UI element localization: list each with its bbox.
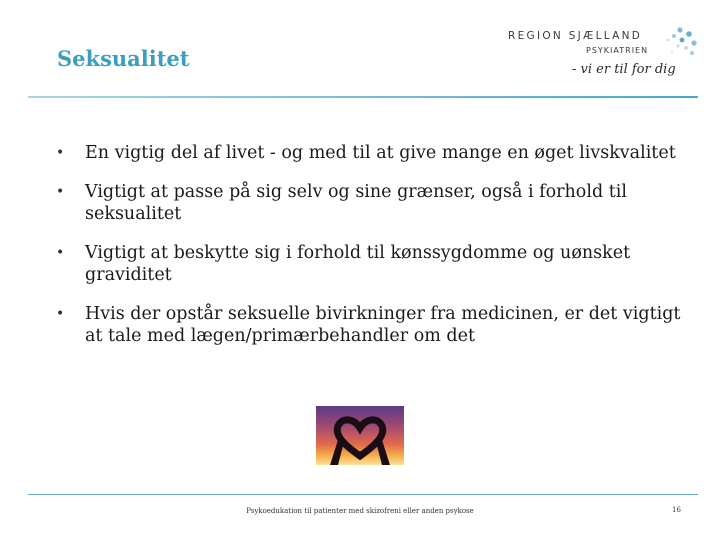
bullet-text: Hvis der opstår seksuelle bivirkninger fra medicinen, er det vigtigt at tale med lægen/primærbehandler om det <box>85 304 681 346</box>
footer-divider <box>28 494 698 495</box>
bullet-item <box>52 181 682 225</box>
bullet-marker: • <box>56 145 65 161</box>
logo-main-text: REGION SJÆLLAND <box>508 30 643 42</box>
title-divider <box>28 96 698 98</box>
bullet-marker: • <box>56 245 65 261</box>
bullet-item <box>52 303 682 347</box>
footer-text: Psykoedukation til patienter med skizofreni eller anden psykose <box>246 507 474 515</box>
heart-hands-image <box>316 406 404 465</box>
logo-sub-text: PSYKIATRIEN <box>586 46 649 55</box>
bullet-text: Vigtigt at beskytte sig i forhold til kønssygdomme og uønsket graviditet <box>85 243 631 285</box>
bullet-text: Vigtigt at passe på sig selv og sine grænser, også i forhold til seksualitet <box>85 182 627 224</box>
slide-title: Seksualitet <box>57 46 190 71</box>
logo-tagline: - vi er til for dig <box>572 62 676 77</box>
bullet-text: En vigtig del af livet - og med til at give mange en øget livskvalitet <box>85 143 676 163</box>
page-number: 16 <box>672 506 681 514</box>
bullet-marker: • <box>56 184 65 200</box>
heart-hands-icon <box>316 406 404 465</box>
logo-dots-icon <box>656 26 698 66</box>
region-logo <box>508 26 698 88</box>
bullet-item <box>52 242 682 286</box>
bullet-item <box>52 142 682 164</box>
bullet-list <box>52 142 682 364</box>
bullet-marker: • <box>56 306 65 322</box>
